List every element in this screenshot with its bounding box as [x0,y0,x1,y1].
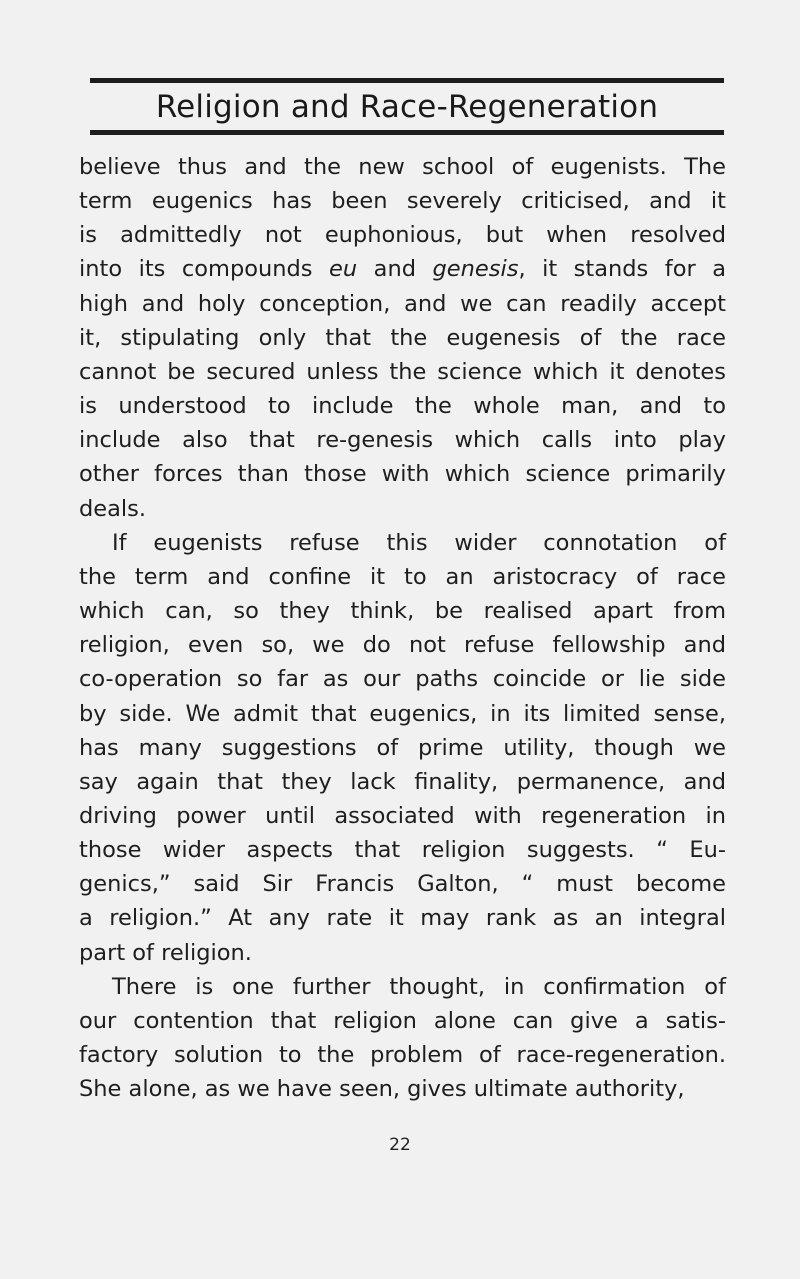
header-top-rule [90,78,724,83]
text-line: include also that re-genesis which calls into play [79,427,726,454]
text-line: has many suggestions of prime utility, though we [79,734,726,761]
text-line: other forces than those with which science primarily [79,461,726,488]
text-line: believe thus and the new school of eugenists. The [79,154,726,180]
italic-term: genesis [432,256,519,283]
text-line: genics,” said Sir Francis Galton, “ must become [79,871,726,898]
page-number: 22 [389,1135,411,1155]
text-line: into its compounds eu and genesis, it stands for a [79,256,727,283]
body-paragraph [79,150,726,526]
text-line: a religion.” At any rate it may rank as an integral [79,905,726,932]
text-line: cannot be secured unless the science which it denotes [79,358,726,385]
text-line: those wider aspects that religion suggests. “ Eu- [79,837,726,864]
text-line: co-operation so far as our paths coincide or lie side [79,666,726,693]
text-line: She alone, as we have seen, gives ultimate authority, [79,1076,685,1103]
text-line: which can, so they think, be realised apart from [79,598,726,625]
text-line: high and holy conception, and we can readily accept [79,290,726,317]
text-line: religion, even so, we do not refuse fellowship and [79,632,726,659]
body-text [79,150,726,1106]
text-line: by side. We admit that eugenics, in its limited sense, [79,700,726,727]
text-line: is understood to include the whole man, and to [79,393,726,420]
text-line: it, stipulating only that the eugenesis of the race [79,324,726,351]
running-head: Religion and Race-Regeneration [155,89,659,125]
body-paragraph [79,526,726,970]
text-line: factory solution to the problem of race-regeneration. [79,1042,726,1069]
text-line: is admittedly not euphonious, but when resolved [79,222,726,249]
text-line: If eugenists refuse this wider connotation of [112,529,726,556]
header-bottom-rule [90,130,724,135]
text-line: the term and confine it to an aristocracy of race [79,563,726,590]
body-paragraph [79,970,726,1107]
text-line: part of religion. [79,939,252,966]
text-line: deals. [79,495,147,522]
text-line: term eugenics has been severely criticised, and it [79,188,726,215]
text-line: our contention that religion alone can give a satis- [79,1007,726,1034]
text-line: say again that they lack finality, permanence, and [79,768,726,795]
text-line: driving power until associated with regeneration in [79,802,726,829]
text-line: There is one further thought, in confirmation of [112,973,726,1000]
italic-term: eu [329,256,358,283]
